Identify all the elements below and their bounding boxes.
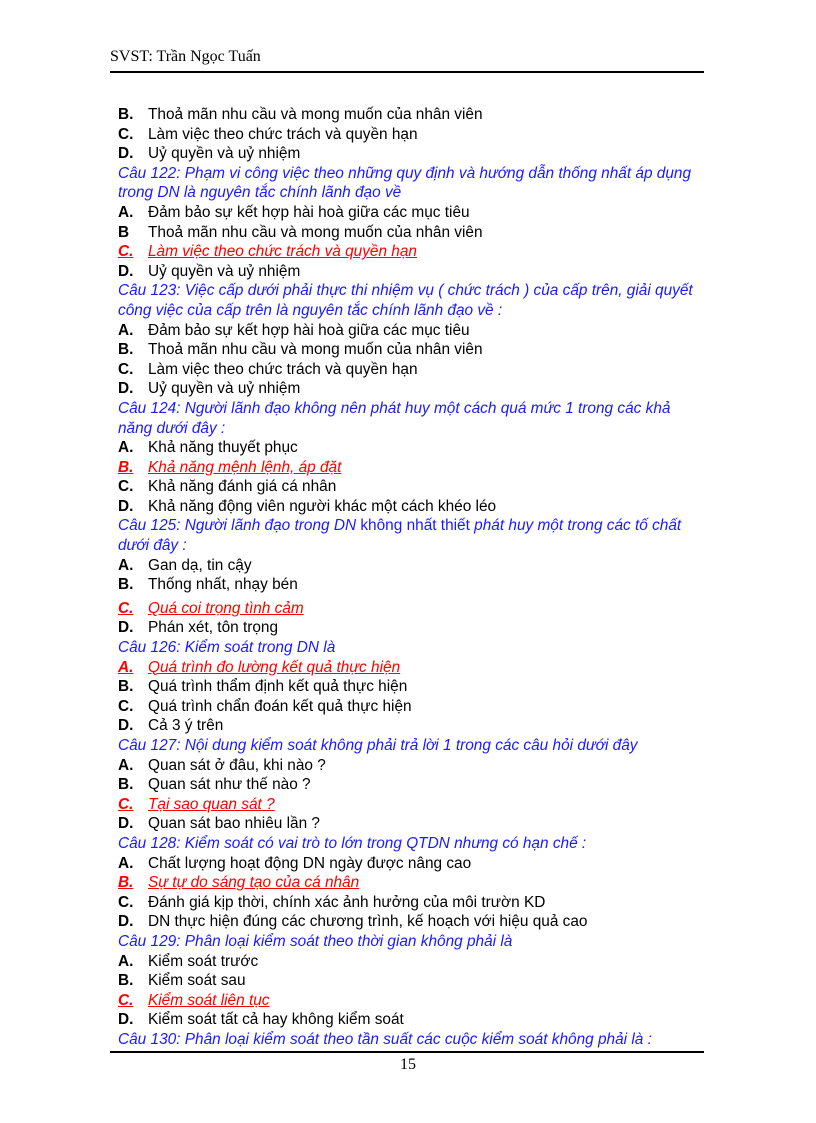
option [118, 477, 698, 497]
option-text: Quan sát bao nhiêu lần ? [148, 815, 320, 833]
option-text: Kiểm soát sau [148, 972, 246, 990]
answer-option [118, 991, 698, 1011]
option-letter: B. [118, 678, 134, 696]
question-text-plain: không nhất thiết [360, 517, 470, 535]
option [118, 618, 698, 638]
option-text: Quá trình đo lường kết quả thực hiện [148, 658, 401, 676]
option-letter: B. [118, 972, 134, 990]
option-text: Đảm bảo sự kết hợp hài hoà giữa các mục tiêu [148, 321, 470, 339]
option-letter: D. [118, 913, 134, 931]
option-letter: A. [118, 321, 134, 339]
option [118, 1010, 698, 1030]
option-letter: D. [118, 262, 134, 280]
option [118, 125, 698, 145]
option-letter: B [118, 223, 130, 241]
document-body [118, 105, 698, 1050]
option-text: Quá trình thẩm định kết quả thực hiện [148, 678, 408, 696]
question: Câu 126: Kiểm soát trong DN là [118, 639, 336, 657]
option-letter: C. [118, 795, 134, 813]
question: Câu 129: Phân loại kiểm soát theo thời gian không phải là [118, 932, 513, 950]
answer-option [118, 658, 698, 678]
option-text: Khả năng đánh giá cá nhân [148, 478, 337, 496]
option [118, 756, 698, 776]
option [118, 105, 698, 125]
option-letter: D. [118, 380, 134, 398]
option-text: Làm việc theo chức trách và quyền hạn [148, 125, 418, 143]
option [118, 497, 698, 517]
option-text: Phán xét, tôn trọng [148, 619, 279, 637]
option-letter: C. [118, 991, 134, 1009]
answer-option [118, 458, 698, 478]
option [118, 262, 698, 282]
option-text: Làm việc theo chức trách và quyền hạn [148, 360, 418, 378]
option [118, 438, 698, 458]
option-letter: A. [118, 854, 134, 872]
option [118, 697, 698, 717]
option [118, 677, 698, 697]
answer-option [118, 242, 698, 262]
option-text: Kiểm soát liên tục [148, 991, 270, 1009]
option-letter: C. [118, 697, 134, 715]
option-letter: D. [118, 815, 134, 833]
option-letter: A. [118, 756, 134, 774]
option-text: Tại sao quan sát ? [148, 795, 275, 813]
option-text: Cả 3 ý trên [148, 717, 224, 735]
question: Câu 127: Nội dung kiểm soát không phải trả lời 1 trong các câu hỏi dưới đây [118, 737, 638, 754]
option-letter: D. [118, 717, 134, 735]
option-letter: C. [118, 478, 134, 496]
option-text: Kiểm soát tất cả hay không kiểm soát [148, 1011, 404, 1029]
option [118, 556, 698, 576]
page-number: 15 [400, 1056, 416, 1073]
option-text: Đảm bảo sự kết hợp hài hoà giữa các mục tiêu [148, 203, 470, 221]
option-text: Khả năng thuyết phục [148, 439, 298, 457]
header-rule [110, 71, 704, 73]
option [118, 203, 698, 223]
option-letter: C. [118, 360, 134, 378]
option-text: Chất lượng hoạt động DN ngày được nâng cao [148, 854, 472, 872]
option-text: Uỷ quyền và uỷ nhiệm [148, 380, 301, 398]
option-letter: A. [118, 952, 134, 970]
option [118, 360, 698, 380]
option-text: Làm việc theo chức trách và quyền hạn [148, 243, 417, 261]
question-text-post: phát huy một trong các tố chất dưới đây : [118, 517, 682, 555]
question: Câu 130: Phân loại kiểm soát theo tần suất các cuộc kiểm soát không phải là : [118, 1030, 652, 1048]
answer-option [118, 873, 698, 893]
option [118, 952, 698, 972]
option-text: Uỷ quyền và uỷ nhiệm [148, 262, 301, 280]
footer-rule [110, 1051, 704, 1053]
option-text: Thoả mãn nhu cầu và mong muốn của nhân viên [148, 223, 483, 241]
option-letter: B. [118, 776, 134, 794]
option [118, 854, 698, 874]
option [118, 223, 698, 243]
option [118, 321, 698, 341]
option-text: Đánh giá kịp thời, chính xác ảnh hưởng của môi trườn KD [148, 893, 546, 911]
option-letter: A. [118, 658, 134, 676]
option-letter: B. [118, 458, 134, 476]
option-letter: A. [118, 439, 134, 457]
option-letter: B. [118, 106, 134, 123]
option-letter: B. [118, 341, 134, 359]
option-text: Thoả mãn nhu cầu và mong muốn của nhân viên [148, 106, 483, 123]
option-letter: C. [118, 243, 134, 261]
option-text: Khả năng động viên người khác một cách khéo léo [148, 497, 497, 515]
option-letter: D. [118, 497, 134, 515]
question: Câu 128: Kiểm soát có vai trò to lớn trong QTDN nhưng có hạn chế : [118, 834, 587, 852]
question: Câu 124: Người lãnh đạo không nên phát huy một cách quá mức 1 trong các khả năng dưới đây : [118, 399, 671, 437]
question [118, 516, 698, 555]
option [118, 775, 698, 795]
option-text: Khả năng mệnh lệnh, áp đặt [148, 458, 342, 476]
question: Câu 123: Việc cấp dưới phải thực thi nhiệm vụ ( chức trách ) của cấp trên, giải quyết công việc của cấp trên là nguyên tắc chính lãnh đạo về : [118, 282, 693, 319]
option [118, 893, 698, 913]
question: Câu 122: Phạm vi công việc theo những quy định và hướng dẫn thống nhất áp dụng trong DN là nguyên tắc chính lãnh đạo về [118, 164, 692, 202]
option-text: Uỷ quyền và uỷ nhiệm [148, 145, 301, 163]
option-text: Quan sát ở đâu, khi nào ? [148, 756, 326, 774]
option [118, 912, 698, 932]
option-text: Quá trình chẩn đoán kết quả thực hiện [148, 697, 412, 715]
question-text-pre: Câu 125: Người lãnh đạo trong DN [118, 517, 361, 535]
option-text: Quá coi trọng tình cảm [148, 599, 304, 617]
option-letter: B. [118, 576, 134, 594]
option-text: Quan sát như thế nào ? [148, 776, 311, 794]
option-letter: A. [118, 203, 134, 221]
option [118, 340, 698, 360]
option [118, 379, 698, 399]
option-letter: D. [118, 619, 134, 637]
option-text: Gan dạ, tin cậy [148, 556, 252, 574]
option-text: DN thực hiện đúng các chương trình, kế hoạch với hiệu quả cao [148, 913, 588, 931]
option [118, 716, 698, 736]
option [118, 971, 698, 991]
answer-option [118, 599, 698, 619]
option-text: Kiểm soát trước [148, 952, 259, 970]
option [118, 814, 698, 834]
option [118, 144, 698, 164]
option-letter: D. [118, 145, 134, 163]
option-letter: B. [118, 874, 134, 892]
option-letter: C. [118, 893, 134, 911]
option [118, 575, 698, 595]
page-header: SVST: Trần Ngọc Tuấn [110, 48, 261, 65]
option-letter: D. [118, 1011, 134, 1029]
option-letter: C. [118, 599, 134, 617]
option-letter: C. [118, 125, 134, 143]
answer-option [118, 795, 698, 815]
option-text: Sự tự do sáng tạo của cá nhân [148, 874, 360, 892]
option-letter: A. [118, 556, 134, 574]
option-text: Thoả mãn nhu cầu và mong muốn của nhân viên [148, 341, 483, 359]
option-text: Thống nhất, nhạy bén [148, 576, 298, 594]
